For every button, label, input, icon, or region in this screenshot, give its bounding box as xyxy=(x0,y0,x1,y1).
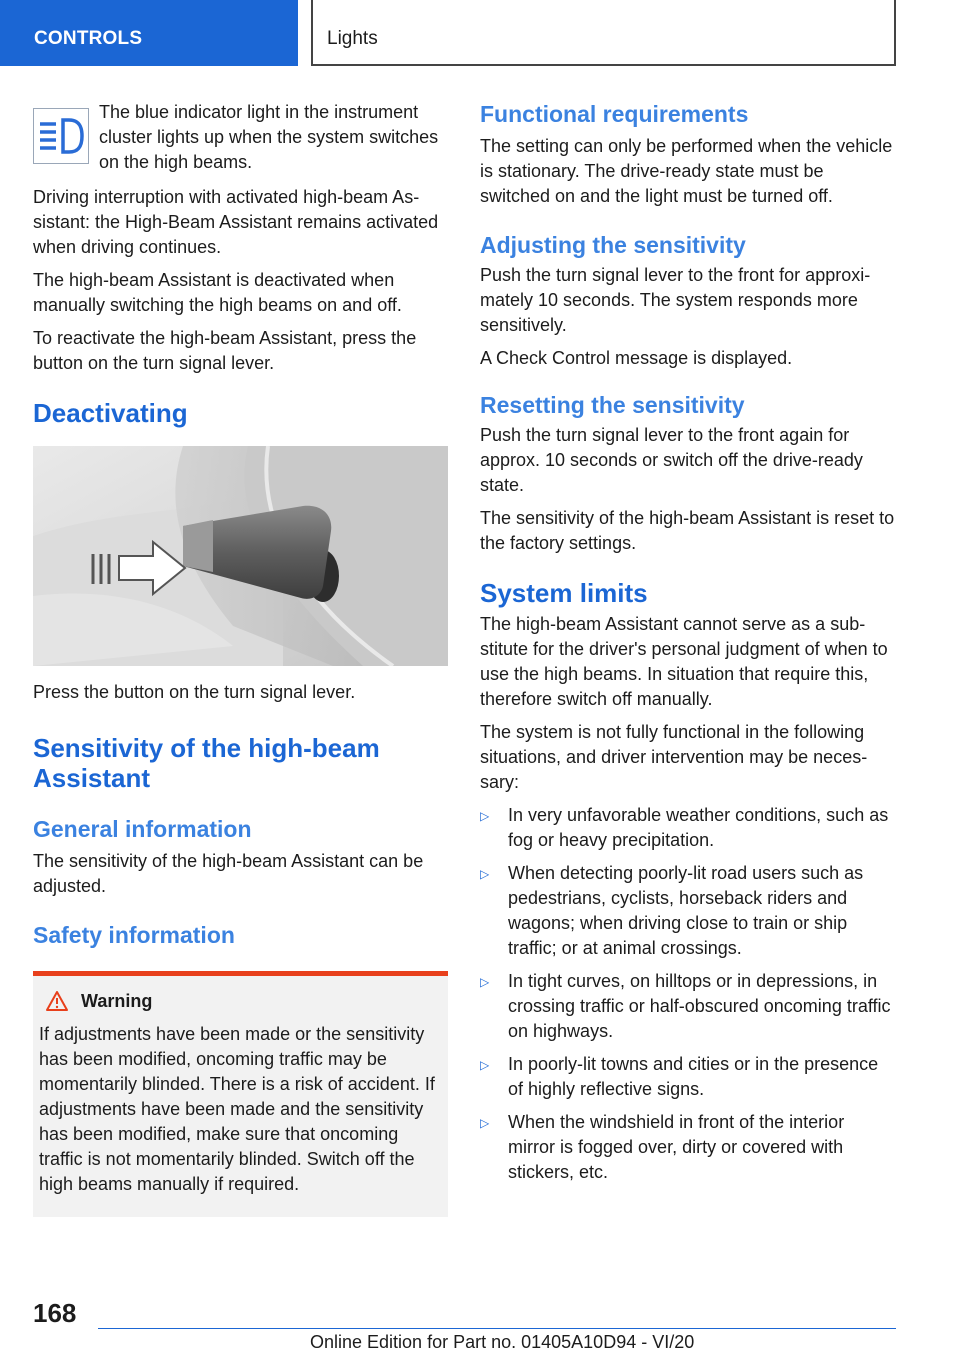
paragraph-limits-1: The high-beam Assistant cannot serve as a substitute for the driver's personal judgment of when to use the high beams. In situation that require this, therefore switch off manually. xyxy=(480,614,888,709)
paragraph-resetting-2: The sensitivity of the high-beam Assistant is reset to the factory settings. xyxy=(480,508,895,553)
section-tab: CONTROLS xyxy=(0,0,298,66)
right-column xyxy=(480,100,896,1193)
warning-box xyxy=(33,971,448,1217)
heading-deactivating: Deactivating xyxy=(33,398,188,428)
paragraph-reactivate: To reactivate the high-beam Assistant, press the button on the turn signal lever. xyxy=(33,328,417,373)
warning-text: If adjustments have been made or the sensitivity has been modified, oncoming traffic may be momentarily blinded. There is a risk of accident. If adjustments have been made and the sensitivity has been modified, make sure that oncoming traffic is not momentarily blinded. Switch off the high beams manually if required. xyxy=(39,1024,435,1194)
paragraph-functional: The setting can only be performed when the vehicle is stationary. The drive-ready state must be switched on and the light must be turned off. xyxy=(480,136,893,206)
paragraph-interruption: Driving interruption with activated high-beam Assistant: the High-Beam Assistant remains activated when driving continues. xyxy=(33,187,439,257)
paragraph-general: The sensitivity of the high-beam Assistant can be adjusted. xyxy=(33,851,424,896)
limits-list xyxy=(480,803,896,1185)
bullet-triangle-icon: ▷ xyxy=(480,1058,490,1072)
paragraph-resetting-1: Push the turn signal lever to the front again for approx. 10 seconds or switch off the drive-ready state. xyxy=(480,425,863,495)
paragraph-adjusting-1: Push the turn signal lever to the front for approximately 10 seconds. The system responds more sensitively. xyxy=(480,265,871,335)
list-item: ▷ In poorly-lit towns and cities or in the presence of highly reflective signs. xyxy=(480,1052,896,1102)
paragraph-deactivated: The high-beam Assistant is deactivated when manually switching the high beams on and off. xyxy=(33,270,402,315)
bullet-triangle-icon: ▷ xyxy=(480,1116,490,1130)
list-item: ▷ When the windshield in front of the interior mirror is fogged over, dirty or covered with stickers, etc. xyxy=(480,1110,896,1185)
footer-divider xyxy=(98,1328,896,1329)
list-item: ▷ In tight curves, on hilltops or in depressions, in crossing traffic or half-obscured oncoming traffic on highways. xyxy=(480,969,896,1044)
list-item: ▷ In very unfavorable weather conditions, such as fog or heavy precipitation. xyxy=(480,803,896,853)
heading-system-limits: System limits xyxy=(480,578,648,608)
indicator-row xyxy=(33,100,448,175)
turn-signal-lever-photo xyxy=(33,446,448,666)
heading-safety-information: Safety information xyxy=(33,922,235,948)
heading-functional-requirements: Functional requirements xyxy=(480,101,749,127)
warning-title xyxy=(39,990,440,1012)
heading-sensitivity: Sensitivity of the high-beam Assistant xyxy=(33,733,380,793)
bullet-triangle-icon: ▷ xyxy=(480,867,490,881)
footer-edition: Online Edition for Part no. 01405A10D94 - VI/20 xyxy=(310,1332,695,1352)
page-number: 168 xyxy=(33,1298,77,1328)
warning-triangle-icon xyxy=(45,990,69,1012)
left-column xyxy=(33,100,448,1217)
warning-label: Warning xyxy=(81,990,153,1011)
high-beam-indicator-icon xyxy=(33,108,89,164)
heading-adjusting: Adjusting the sensitivity xyxy=(480,232,746,258)
heading-resetting: Resetting the sensitivity xyxy=(480,392,745,418)
paragraph-adjusting-2: A Check Control message is displayed. xyxy=(480,348,793,368)
list-item: ▷ When detecting poorly-lit road users such as pedestrians, cyclists, horseback riders and wagons; when driving close to train or ship traffic; or at animal crossings. xyxy=(480,861,896,961)
bullet-triangle-icon: ▷ xyxy=(480,975,490,989)
heading-general-information: General information xyxy=(33,816,252,842)
bullet-triangle-icon: ▷ xyxy=(480,809,490,823)
paragraph-limits-2: The system is not fully functional in the following situations, and driver intervention may be necessary: xyxy=(480,722,868,792)
chapter-title: Lights xyxy=(311,0,896,66)
photo-caption: Press the button on the turn signal lever. xyxy=(33,682,356,702)
indicator-description: The blue indicator light in the instrument cluster lights up when the system switches on the high beams. xyxy=(99,102,439,172)
